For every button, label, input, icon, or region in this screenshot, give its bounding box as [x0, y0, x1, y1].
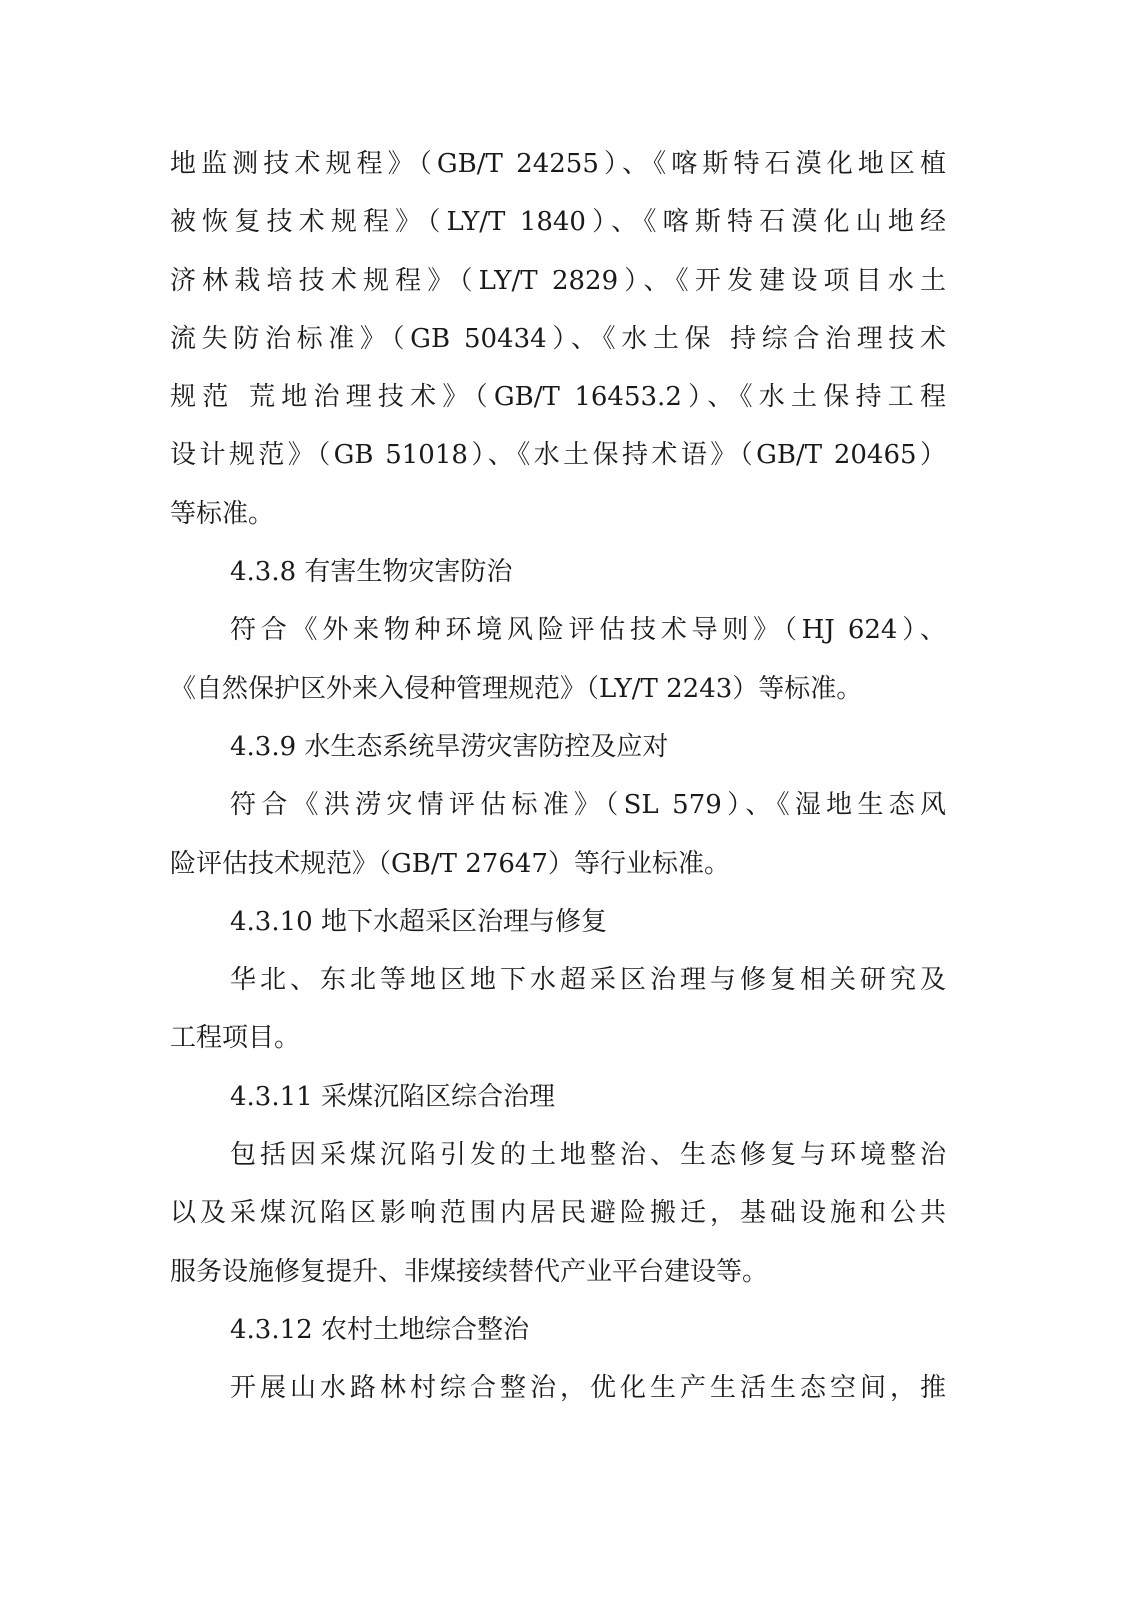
paragraph-line: 以及采煤沉陷区影响范围内居民避险搬迁，基础设施和公共	[170, 1198, 946, 1229]
paragraph-line: 符合《外来物种环境风险评估技术导则》（HJ 624）、	[230, 615, 946, 646]
paragraph-line: 等标准。	[170, 498, 275, 529]
paragraph-line: 开展山水路林村综合整治，优化生产生活生态空间，推	[230, 1373, 946, 1404]
document-body	[170, 135, 946, 1418]
section-heading-4-3-11: 4.3.11 采煤沉陷区综合治理	[230, 1081, 555, 1112]
paragraph-line: 包括因采煤沉陷引发的土地整治、生态修复与环境整治	[230, 1140, 946, 1171]
paragraph-line: 《自然保护区外来入侵种管理规范》（LY/T 2243）等标准。	[170, 673, 863, 704]
paragraph-line: 设计规范》（GB 51018）、《水土保持术语》（GB/T 20465）	[170, 440, 946, 471]
paragraph-line: 规范 荒地治理技术》（GB/T 16453.2）、《水土保持工程	[170, 382, 946, 413]
paragraph-line: 被恢复技术规程》（LY/T 1840）、《喀斯特石漠化山地经	[170, 207, 946, 238]
section-heading-4-3-9: 4.3.9 水生态系统旱涝灾害防控及应对	[230, 731, 669, 762]
paragraph-line: 华北、东北等地区地下水超采区治理与修复相关研究及	[230, 965, 946, 996]
paragraph-line: 工程项目。	[170, 1023, 301, 1054]
paragraph-line: 险评估技术规范》（GB/T 27647）等行业标准。	[170, 848, 730, 879]
paragraph-line: 济林栽培技术规程》（LY/T 2829）、《开发建设项目水土	[170, 265, 946, 296]
section-heading-4-3-8: 4.3.8 有害生物灾害防治	[230, 557, 513, 588]
paragraph-line: 符合《洪涝灾情评估标准》（SL 579）、《湿地生态风	[230, 790, 946, 821]
paragraph-line: 服务设施修复提升、非煤接续替代产业平台建设等。	[170, 1256, 769, 1287]
paragraph-line: 流失防治标准》（GB 50434）、《水土保 持综合治理技术	[170, 323, 946, 354]
paragraph-line: 地监测技术规程》（GB/T 24255）、《喀斯特石漠化地区植	[170, 149, 946, 179]
section-heading-4-3-12: 4.3.12 农村土地综合整治	[230, 1314, 529, 1345]
section-heading-4-3-10: 4.3.10 地下水超采区治理与修复	[230, 906, 607, 937]
